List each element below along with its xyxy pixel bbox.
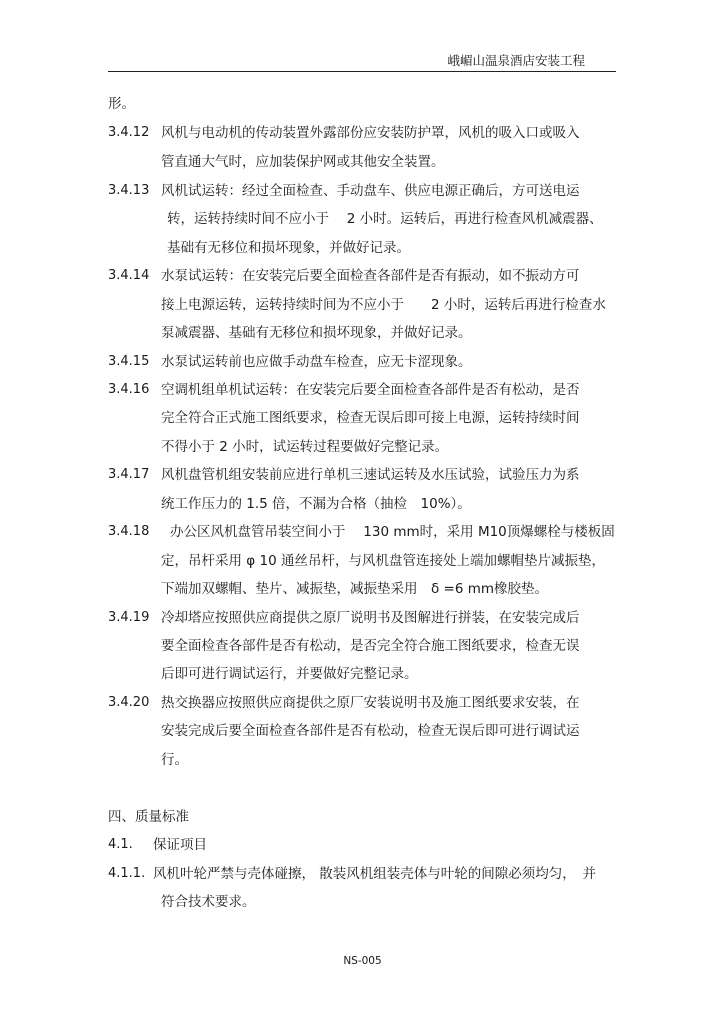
subsection-heading: 保证项目 [153,837,207,853]
text-line: 空调机组单机试运转：在安装完后要全面检查各部件是否有松动，是否 [161,382,580,398]
text-line: 符合技术要求。 [161,894,256,910]
text-line: 风机与电动机的传动装置外露部份应安装防护罩，风机的吸入口或吸入 [161,125,580,141]
header-title: 峨嵋山温泉酒店安装工程 [447,53,585,68]
text-line: 风机盘管机组安装前应进行单机三速试运转及水压试验，试验压力为系 [161,467,580,483]
text-line: 行。 [161,752,188,768]
clause-number: 3.4.19 [108,610,150,625]
page-footer: NS-005 [343,955,382,967]
clause-number: 3.4.17 [108,467,150,482]
clause-number: 3.4.20 [108,695,150,710]
text-line: 安装完成后要全面检查各部件是否有松动，检查无误后即可进行调试运 [161,723,580,739]
clause-number: 3.4.13 [108,183,150,198]
clause-number: 3.4.15 [108,354,150,369]
text-line: 定，吊杆采用 φ 10 通丝吊杆，与风机盘管连接处上端加螺帽垫片减振垫， [161,553,605,569]
clause-number: 3.4.12 [108,125,150,140]
text-line: 形。 [108,96,135,112]
text-line: 泵减震器、基础有无移位和损坏现象，并做好记录。 [161,325,472,341]
text-line: 完全符合正式施工图纸要求，检查无误后即可接上电源，运转持续时间 [161,410,580,426]
text-line: 转，运转持续时间不应小于 2 小时。运转后，再进行检查风机减震器、 [167,211,603,227]
text-line: 下端加双螺帽、垫片、减振垫，减振垫采用 δ =6 mm橡胶垫。 [161,581,549,597]
text-line: 接上电源运转，运转持续时间为不应小于 2 小时，运转后再进行检查水 [161,297,606,313]
text-line: 水泵试运转：在安装完后要全面检查各部件是否有振动，如不振动方可 [161,268,580,284]
clause-number: 4.1.1. [108,866,146,881]
text-line: 风机试运转：经过全面检查、手动盘车、供应电源正确后，方可送电运 [161,183,580,199]
text-line: 后即可进行调试运行，并要做好完整记录。 [161,666,418,682]
text-line: 不得小于 2 小时，试运转过程要做好完整记录。 [161,439,449,455]
clause-number: 4.1. [108,837,133,852]
text-line: 风机叶轮严禁与壳体碰擦， 散装风机组装壳体与叶轮的间隙必须均匀， 并 [153,866,597,882]
text-line: 热交换器应按照供应商提供之原厂安装说明书及施工图纸要求安装，在 [161,695,580,711]
text-line: 统工作压力的 1.5 倍，不漏为合格（抽检 10%）。 [161,496,471,512]
text-line: 基础有无移位和损坏现象，并做好记录。 [167,240,410,256]
text-line: 管直通大气时，应加装保护网或其他安全装置。 [161,154,445,170]
clause-number: 3.4.16 [108,382,150,397]
text-line: 要全面检查各部件是否有松动，是否完全符合施工图纸要求，检查无误 [161,638,580,654]
clause-number: 3.4.14 [108,268,150,283]
header-rule [108,71,616,72]
clause-number: 3.4.18 [108,524,150,539]
text-line: 水泵试运转前也应做手动盘车检查，应无卡涩现象。 [161,354,472,370]
section-heading: 四、质量标准 [108,809,189,825]
text-line: 办公区风机盘管吊装空间小于 130 mm时，采用 M10顶爆螺栓与楼板固 [170,524,615,540]
text-line: 冷却塔应按照供应商提供之原厂说明书及图解进行拼装，在安装完成后 [161,610,580,626]
